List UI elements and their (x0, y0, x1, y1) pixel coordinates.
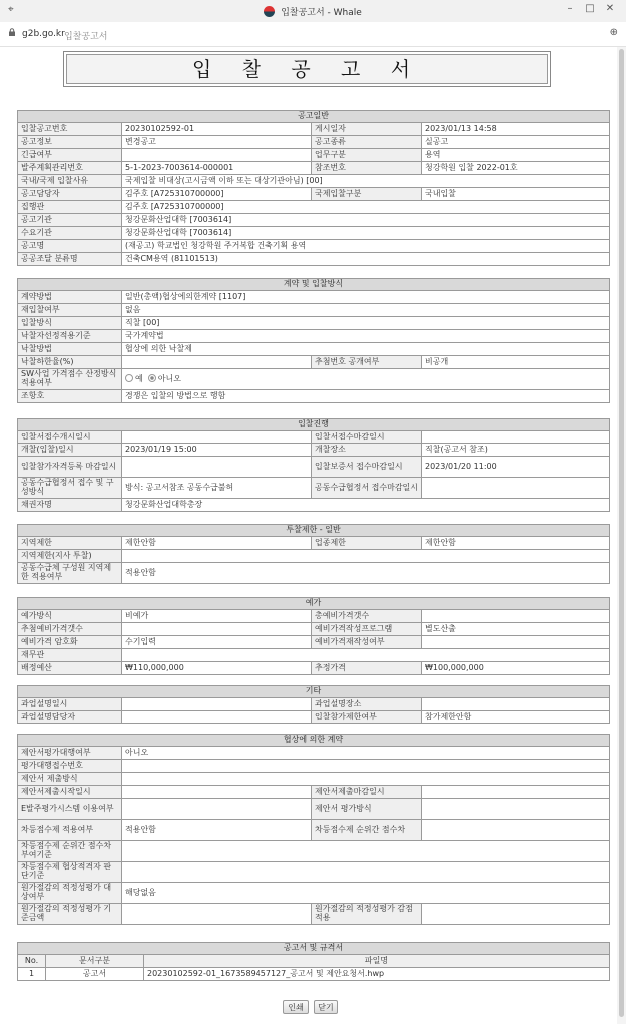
label: 조항호 (18, 390, 122, 403)
value: 적용안함 (122, 563, 610, 584)
value (122, 649, 610, 662)
label: 과업설명일시 (18, 698, 122, 711)
window-title: 입찰공고서 - Whale (0, 5, 626, 18)
etc-table (17, 685, 610, 724)
window-titlebar (0, 0, 626, 23)
site-logo-icon (264, 6, 275, 17)
section-header: 입찰진행 (18, 419, 610, 431)
value: 방식: 공고서참조 공동수급불허 (122, 478, 312, 499)
value: 경쟁은 입찰의 방법으로 행함 (122, 390, 610, 403)
label: 차등점수제 적용여부 (18, 820, 122, 841)
address-page-title: 입찰공고서 (64, 32, 108, 42)
label: 제안서제출마감일시 (312, 786, 422, 799)
value: (재공고) 학교법인 청강학원 주거복합 건축기획 용역 (122, 240, 610, 253)
value: 2023/01/13 14:58 (422, 123, 610, 136)
close-icon[interactable]: ✕ (605, 3, 615, 14)
value: 해당없음 (122, 883, 610, 904)
value (122, 550, 610, 563)
value (122, 799, 312, 820)
label: 공동수급협정서 접수마감일시 (312, 478, 422, 499)
section-header: 계약 및 입찰방식 (18, 279, 610, 291)
value (422, 636, 610, 649)
label: 공고정보 (18, 136, 122, 149)
column-header: 문서구분 (46, 955, 144, 968)
label: 입찰공고번호 (18, 123, 122, 136)
file-link[interactable]: 20230102592-01_1673589457127_공고서 및 제안요청서.hwp (144, 968, 610, 981)
section-header: 협상에 의한 계약 (18, 735, 610, 747)
label: 예비가격재작성여부 (312, 636, 422, 649)
value (122, 623, 312, 636)
label: 낙찰방법 (18, 343, 122, 356)
value: ₩110,000,000 (122, 662, 312, 675)
label: 재무관 (18, 649, 122, 662)
value (122, 149, 312, 162)
print-button[interactable]: 인쇄 (283, 1000, 309, 1014)
section-header: 공고일반 (18, 111, 610, 123)
value: 직찰 [00] (122, 317, 610, 330)
address-domain: g2b.go.kr (22, 29, 65, 39)
value (122, 904, 312, 925)
value: 수기입력 (122, 636, 312, 649)
zoom-icon[interactable]: ⊕ (609, 27, 618, 38)
bid-restriction-table (17, 524, 610, 584)
label: 제안서평가대행여부 (18, 747, 122, 760)
address-bar[interactable] (0, 22, 626, 47)
sw-radio-group: 예 아니오 (122, 369, 610, 390)
label: 공동수급체 구성원 지역제한 적용여부 (18, 563, 122, 584)
label: 제안서 제출방식 (18, 773, 122, 786)
label: 원가절감의 적정성평가 기준금액 (18, 904, 122, 925)
value: 국내입찰 (422, 188, 610, 201)
file-type: 공고서 (46, 968, 144, 981)
label: 배정예산 (18, 662, 122, 675)
label: 공고종류 (312, 136, 422, 149)
label: 낙찰하한율(%) (18, 356, 122, 369)
label: 업무구분 (312, 149, 422, 162)
value: 참가제한안함 (422, 711, 610, 724)
value: 변경공고 (122, 136, 312, 149)
label: 공고담당자 (18, 188, 122, 201)
label: 개찰장소 (312, 444, 422, 457)
value: 김주호 [A725310700000] (122, 188, 312, 201)
label: 입찰서접수개시일시 (18, 431, 122, 444)
negotiation-table (17, 734, 610, 925)
label: 재입찰여부 (18, 304, 122, 317)
label: 입찰방식 (18, 317, 122, 330)
value: 제한안함 (122, 537, 312, 550)
label: 채권자명 (18, 499, 122, 512)
label: 차등점수제 순위간 점수차 (312, 820, 422, 841)
value: 비공개 (422, 356, 610, 369)
label: 추첨번호 공개여부 (312, 356, 422, 369)
value (422, 786, 610, 799)
value: 20230102592-01 (122, 123, 312, 136)
value (422, 904, 610, 925)
label: 지역제한(지사 투찰) (18, 550, 122, 563)
reserve-price-table (17, 597, 610, 675)
value: 청강문화산업대학총장 (122, 499, 610, 512)
label: E발주평가시스템 이용여부 (18, 799, 122, 820)
value: 2023/01/20 11:00 (422, 457, 610, 478)
section-header: 공고서 및 규격서 (18, 943, 610, 955)
value (122, 773, 610, 786)
lock-icon (8, 28, 16, 36)
value: 일반(총액)협상에의한계약 [1107] (122, 291, 610, 304)
label: 추정가격 (312, 662, 422, 675)
label: 원가절감의 적정성평가 대상여부 (18, 883, 122, 904)
label: 입찰참가자격등록 마감일시 (18, 457, 122, 478)
label: 긴급여부 (18, 149, 122, 162)
label: 예가방식 (18, 610, 122, 623)
label: 총예비가격갯수 (312, 610, 422, 623)
label: 업종제한 (312, 537, 422, 550)
label: 입찰서접수마감일시 (312, 431, 422, 444)
label: 원가절감의 적정성평가 감점적용 (312, 904, 422, 925)
value (422, 431, 610, 444)
value: 비예가 (122, 610, 312, 623)
value: 협상에 의한 낙찰제 (122, 343, 610, 356)
value: 5-1-2023-7003614-000001 (122, 162, 312, 175)
label: 게시일자 (312, 123, 422, 136)
value (122, 841, 610, 862)
label: 계약방법 (18, 291, 122, 304)
label: 예비가격 암호화 (18, 636, 122, 649)
value (422, 610, 610, 623)
label: 발주계획관리번호 (18, 162, 122, 175)
label: 예비가격작성프로그램 (312, 623, 422, 636)
label: 개찰(입찰)일시 (18, 444, 122, 457)
value (422, 698, 610, 711)
value: 2023/01/19 15:00 (122, 444, 312, 457)
label: 지역제한 (18, 537, 122, 550)
label: 입찰보증서 접수마감일시 (312, 457, 422, 478)
close-button[interactable]: 닫기 (314, 1000, 338, 1014)
label: 과업설명장소 (312, 698, 422, 711)
value: 직찰(공고서 참조) (422, 444, 610, 457)
notice-general-table (17, 110, 610, 266)
value: 국가계약법 (122, 330, 610, 343)
value: 국제입찰 비대상(고시금액 이하 또는 대상기관아님) [00] (122, 175, 610, 188)
label: 공고기관 (18, 214, 122, 227)
table-row (18, 968, 610, 981)
document-title: 입 찰 공 고 서 (63, 51, 551, 87)
label: 참조번호 (312, 162, 422, 175)
pin-icon[interactable]: ⌖ (8, 4, 14, 15)
label: 추첨예비가격갯수 (18, 623, 122, 636)
label: 제안서제출시작일시 (18, 786, 122, 799)
label: 수요기관 (18, 227, 122, 240)
attachment-table (17, 942, 610, 981)
value (422, 799, 610, 820)
label: 차등점수제 순위간 점수차 부여기준 (18, 841, 122, 862)
value (122, 862, 610, 883)
section-header: 예가 (18, 598, 610, 610)
label: 공고명 (18, 240, 122, 253)
maximize-icon[interactable]: □ (585, 3, 595, 14)
label: SW사업 가격점수 산정방식 적용여부 (18, 369, 122, 390)
label: 공동수급협정서 접수 및 구성방식 (18, 478, 122, 499)
value (122, 711, 312, 724)
value (122, 760, 610, 773)
contract-method-table (17, 278, 610, 403)
label: 공공조달 분류명 (18, 253, 122, 266)
value: 제한안함 (422, 537, 610, 550)
label: 평가대행접수번호 (18, 760, 122, 773)
value: 아니오 (122, 747, 610, 760)
value: 청강문화산업대학 [7003614] (122, 227, 610, 240)
value (422, 820, 610, 841)
value: 적용안함 (122, 820, 312, 841)
value (122, 786, 312, 799)
label: 차등점수제 협상적격자 판단기준 (18, 862, 122, 883)
value: 건축CM용역 (81101513) (122, 253, 610, 266)
column-header: 파일명 (144, 955, 610, 968)
label: 국내/국제 입찰사유 (18, 175, 122, 188)
label: 집행관 (18, 201, 122, 214)
label: 낙찰자선정적용기준 (18, 330, 122, 343)
value: ₩100,000,000 (422, 662, 610, 675)
value: 청강문화산업대학 [7003614] (122, 214, 610, 227)
section-header: 투찰제한 - 일반 (18, 525, 610, 537)
label: 제안서 평가방식 (312, 799, 422, 820)
value: 용역 (422, 149, 610, 162)
file-no: 1 (18, 968, 46, 981)
column-header: No. (18, 955, 46, 968)
label: 과업설명담당자 (18, 711, 122, 724)
radio-yes[interactable] (125, 374, 133, 382)
radio-no[interactable] (148, 374, 156, 382)
vertical-scrollbar[interactable] (617, 47, 626, 1024)
bidding-progress-table (17, 418, 610, 512)
value: 김주호 [A725310700000] (122, 201, 610, 214)
scrollbar-thumb[interactable] (619, 49, 624, 1017)
label: 국제입찰구분 (312, 188, 422, 201)
value: 청강학원 입찰 2022-01호 (422, 162, 610, 175)
value (122, 457, 312, 478)
section-header: 기타 (18, 686, 610, 698)
value (122, 698, 312, 711)
value: 없음 (122, 304, 610, 317)
value (422, 478, 610, 499)
value (122, 431, 312, 444)
value: 실공고 (422, 136, 610, 149)
value (122, 356, 312, 369)
minimize-icon[interactable]: – (567, 3, 573, 14)
value: 별도산출 (422, 623, 610, 636)
label: 입찰참가제한여부 (312, 711, 422, 724)
